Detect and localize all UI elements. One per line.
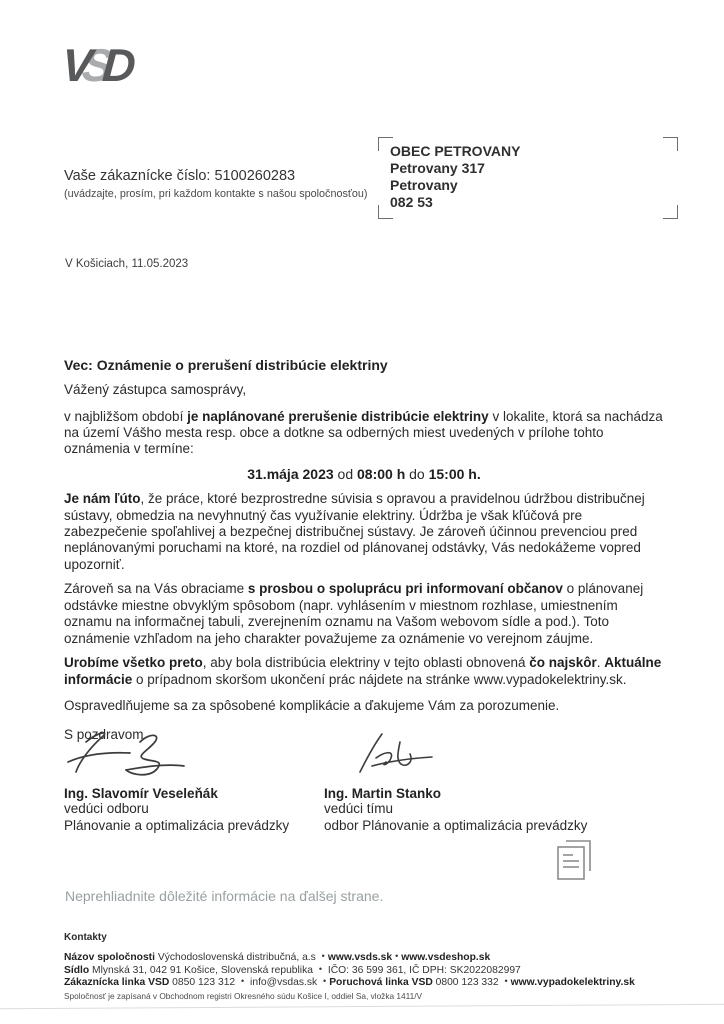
signer-name: Ing. Martin Stanko — [324, 786, 442, 801]
signer-right-block — [324, 728, 624, 835]
footer-company-line — [64, 951, 684, 964]
paragraph-run: , aby bola distribúcia elektriny v tejto oblasti obnovená — [202, 655, 530, 671]
footer-text: Mlynská 31, 042 91 Košice, Slovenská republika — [89, 964, 316, 976]
footer-website: www.vsdeshop.sk — [401, 952, 491, 963]
signature-left-image — [64, 728, 324, 784]
address-window-mark-top-right — [663, 137, 678, 151]
signature-right-image — [324, 728, 624, 784]
signer-name: Ing. Slavomír Veseleňák — [64, 786, 218, 801]
flip-page-note: Neprehliadnite dôležité informácie na ďalšej strane. — [65, 888, 384, 904]
logo-letter-s: S — [80, 39, 109, 91]
outage-start-time: 08:00 h — [357, 465, 406, 482]
recipient-address — [390, 143, 520, 211]
footer-label: Poruchová linka VSD — [329, 977, 433, 988]
outage-from-label: od — [333, 465, 357, 482]
signer-department: odbor Plánovanie a optimalizácia prevádzky — [324, 817, 588, 833]
footer-heading: Kontakty — [64, 932, 107, 943]
bullet-separator: • — [241, 976, 245, 986]
address-window-mark-bottom-right — [663, 205, 678, 219]
salutation: Vážený zástupca samosprávy, — [64, 382, 247, 398]
footer-phone-line — [64, 976, 684, 989]
paragraph-run: v najbližšom období — [64, 408, 188, 424]
paragraph-maintenance — [64, 491, 664, 573]
vsd-logo — [60, 39, 132, 91]
signer-role: vedúci odboru — [64, 801, 149, 816]
paragraph-run: Zároveň sa na Vás obraciame — [64, 581, 248, 597]
paragraph-announcement — [64, 409, 664, 458]
paragraph-run-bold: Urobíme všetko preto — [64, 655, 203, 671]
signer-left-block — [64, 728, 324, 835]
footer-label: Názov spoločnosti — [64, 952, 155, 963]
closing-line: S pozdravom — [64, 726, 144, 742]
outage-schedule-line — [64, 466, 664, 483]
footer-registration-line: Spoločnosť je zapísaná v Obchodnom registri Okresného súdu Košice I, oddiel Sa, vložka 1411/V — [64, 990, 423, 1001]
footer-website: www.vypadokelektriny.sk — [510, 977, 635, 988]
letter-body — [64, 357, 664, 751]
footer-label: Sídlo — [64, 964, 90, 976]
bullet-separator: • — [395, 951, 399, 961]
paragraph-run: . — [596, 655, 605, 671]
recipient-zip: 082 53 — [390, 194, 433, 210]
outage-to-label: do — [405, 465, 429, 482]
paragraph-run-bold: čo najskôr — [529, 655, 597, 671]
recipient-city: Petrovany — [390, 177, 458, 193]
signer-role: vedúci tímu — [324, 801, 394, 816]
recipient-street: Petrovany 317 — [390, 160, 485, 176]
footer-label: Zákaznícka linka VSD — [64, 977, 170, 988]
paragraph-run-bold: s prosbou o spoluprácu pri informovaní občanov — [247, 581, 563, 597]
customer-number: Vaše zákaznícke číslo: 5100260283 — [64, 168, 296, 184]
customer-reference-block — [64, 168, 368, 200]
footer-text: Východoslovenská distribučná, a.s — [154, 952, 319, 963]
paragraph-run: , že práce, ktoré bezprostredne súvisia s opravou a pravidelnou údržbou distribučnej sústavy, obmedzia na nevyhnutný čas využívanie elektriny. Údržba je však kľúčová pre zabezpečenie spoľahlivej a bezpečnej distribučnej sústavy. Je zároveň účinnou prevenciou pred neplánovanými poruchami na ktoré, na rozdiel od plánovanej odstávky, Vás nedokážeme vopred upozorniť. — [64, 491, 645, 572]
outage-end-time: 15:00 h. — [428, 465, 481, 482]
signature-row — [64, 728, 664, 835]
recipient-name: OBEC PETROVANY — [390, 143, 521, 159]
footer-text: 0800 123 332 — [432, 977, 502, 988]
paragraph-run: o prípadnom skoršom ukončení prác nájdete na stránke www.vypadokelektriny.sk. — [132, 671, 627, 687]
bullet-separator: • — [504, 976, 508, 986]
paragraph-run-bold: Je nám ľúto — [64, 491, 141, 507]
scan-edge-artifact — [0, 1004, 724, 1010]
place-date: V Košiciach, 11.05.2023 — [65, 258, 189, 270]
customer-number-note: (uvádzajte, prosím, pri každom kontakte s našou spoločnosťou) — [64, 188, 368, 200]
paragraph-cooperation — [64, 581, 664, 647]
apology-line: Ospravedlňujeme sa za spôsobené komplikácie a ďakujeme Vám za porozumenie. — [64, 698, 560, 714]
bullet-separator: • — [321, 951, 325, 961]
footer-contacts — [64, 932, 684, 1001]
footer-text: 0850 123 312 — [169, 977, 239, 988]
paragraph-run: v lokalite, ktorá sa nachádza na území Vášho mesta resp. obce a dotkne sa odberných miest uvedených v prílohe tohto oznámenia v termíne: — [64, 408, 663, 457]
bullet-separator: • — [318, 963, 322, 974]
document-pages-icon — [552, 833, 596, 883]
subject-line: Vec: Oznámenie o prerušení distribúcie elektriny — [64, 357, 388, 373]
footer-text: IČO: 36 599 361, IČ DPH: SK2022082997 — [325, 964, 521, 976]
footer-email: info@vsdas.sk — [247, 977, 321, 988]
outage-date: 31.mája 2023 — [247, 465, 334, 482]
handwritten-signature-icon — [64, 728, 204, 784]
pages-icon — [552, 833, 596, 888]
paragraph-run: o plánovanej odstávke miestne obvyklým spôsobom (napr. vyhlásením v miestnom rozhlase, umiestnením oznamu na informačnej tabuli, zverejnením oznamu na Vašom webovom sídle a pod.). Toto oznámenie vzhľadom na jeho charakter považujeme za oznámenie vo verejnom záujme. — [64, 581, 644, 646]
footer-website: www.vsds.sk — [327, 952, 393, 963]
paragraph-run-bold: je naplánované prerušenie distribúcie elektriny — [187, 408, 489, 424]
paragraph-restoration — [64, 655, 664, 688]
logo-letter-d: D — [100, 39, 132, 91]
logo-letter-v: V — [60, 39, 89, 91]
bullet-separator: • — [323, 976, 327, 986]
footer-address-line — [64, 964, 684, 977]
signer-department: Plánovanie a optimalizácia prevádzky — [64, 817, 290, 833]
paragraph-run-bold: Aktuálne informácie — [64, 655, 662, 687]
handwritten-signature-icon — [324, 728, 464, 784]
